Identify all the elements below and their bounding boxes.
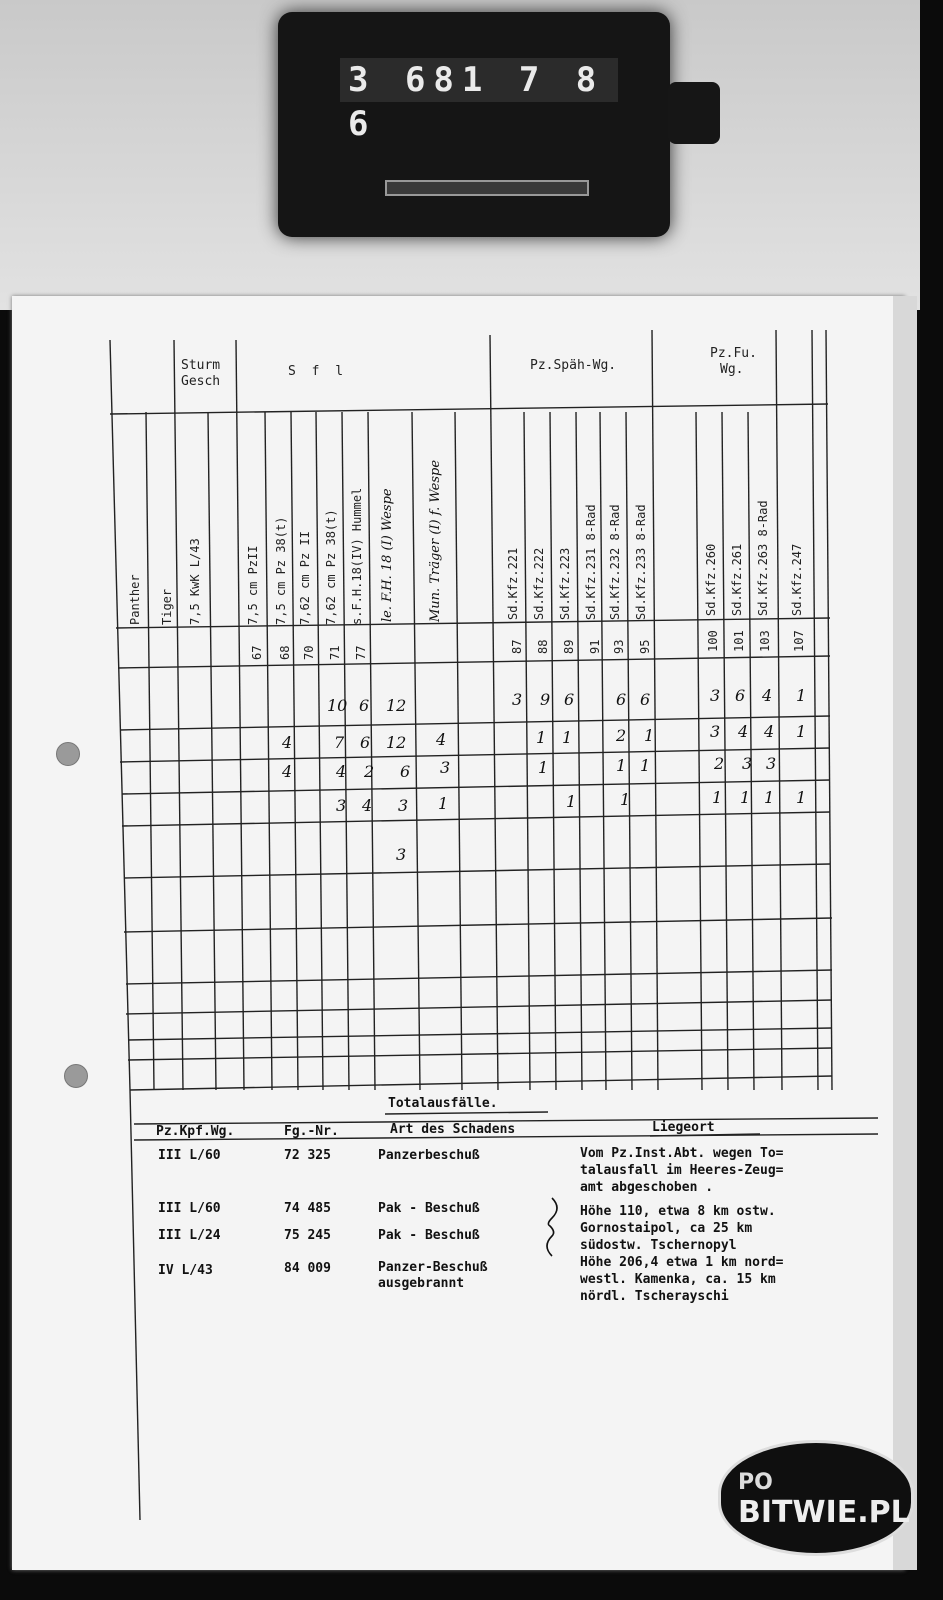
- hand-entry: 3: [710, 686, 721, 705]
- column-number: 89: [562, 639, 576, 654]
- group-header-funk-line2: Wg.: [720, 362, 744, 377]
- totals-header: Art des Schadens: [390, 1122, 516, 1137]
- group-header-funk-line1: Pz.Fu.: [710, 346, 757, 361]
- hand-entry: 1: [620, 790, 631, 809]
- column-number: 70: [302, 645, 316, 660]
- hand-entry: 1: [562, 728, 573, 747]
- totals-title: Totalausfälle.: [388, 1096, 498, 1111]
- column-label: 7,62 cm Pz 38(t): [324, 509, 338, 625]
- column-label: 7,5 cm PzII: [246, 545, 260, 625]
- group-header-sturm-line2: Gesch: [181, 374, 221, 389]
- hand-entry: 4: [762, 686, 773, 705]
- group-header-spaeh: Pz.Späh-Wg.: [530, 358, 617, 373]
- column-label: Sd.Kfz.260: [704, 543, 718, 616]
- hand-entry: 3: [398, 796, 409, 815]
- hand-entry: 4: [362, 796, 373, 815]
- totals-row-damage: ausgebrannt: [378, 1276, 465, 1291]
- totals-row-place: talausfall im Heeres-Zeug=: [580, 1163, 784, 1178]
- hand-entry: 4: [282, 762, 293, 781]
- totals-row-damage: Panzer-Beschuß: [378, 1260, 488, 1275]
- column-number: 68: [278, 645, 292, 660]
- hand-entry: 9: [540, 690, 551, 709]
- hand-entry: 3: [766, 754, 777, 773]
- hand-entry: 3: [440, 758, 451, 777]
- hand-entry: 3: [512, 690, 523, 709]
- column-number: 77: [354, 645, 368, 660]
- hand-entry: 12: [386, 733, 407, 752]
- totals-row-place: nördl. Tscherayschi: [580, 1289, 729, 1304]
- column-number: 88: [536, 639, 550, 654]
- hand-entry: 4: [436, 730, 447, 749]
- hand-entry: 1: [796, 686, 807, 705]
- totals-row-place: amt abgeschoben .: [580, 1180, 714, 1195]
- hand-entry: 6: [735, 686, 746, 705]
- totals-row-place: südostw. Tschernopyl: [580, 1238, 737, 1253]
- hand-entry: 1: [764, 788, 775, 807]
- column-number: 91: [588, 639, 602, 654]
- hand-entry: 4: [738, 722, 749, 741]
- hand-entry: 6: [400, 762, 411, 781]
- column-label: 7,5 KwK L/43: [188, 538, 202, 625]
- totals-row-place: westl. Kamenka, ca. 15 km: [580, 1272, 776, 1287]
- hand-entry: 6: [360, 733, 371, 752]
- column-number: 107: [792, 630, 806, 652]
- column-number: 101: [732, 630, 746, 652]
- totals-row-type: III L/24: [158, 1228, 221, 1243]
- column-label: Panther: [128, 574, 142, 625]
- group-header-sturm-line1: Sturm: [181, 358, 221, 373]
- totals-header: Liegeort: [652, 1120, 715, 1135]
- totals-row-type: III L/60: [158, 1148, 221, 1163]
- totals-row-nr: 72 325: [284, 1148, 331, 1163]
- column-label-handwritten: Mun. Träger (I) f. Wespe: [428, 459, 443, 622]
- column-label: Tiger: [160, 588, 174, 625]
- watermark-text: PO: [738, 1470, 773, 1495]
- hand-entry: 3: [742, 754, 753, 773]
- hand-entry: 1: [538, 758, 549, 777]
- totals-row-place: Vom Pz.Inst.Abt. wegen To=: [580, 1146, 784, 1161]
- hand-entry: 6: [359, 696, 370, 715]
- totals-row-place: Höhe 110, etwa 8 km ostw.: [580, 1204, 776, 1219]
- hand-entry: 1: [740, 788, 751, 807]
- column-label: Sd.Kfz.247: [790, 543, 804, 616]
- column-label: Sd.Kfz.231 8-Rad: [584, 504, 598, 620]
- totals-row-damage: Pak - Beschuß: [378, 1228, 480, 1243]
- hand-entry: 4: [764, 722, 775, 741]
- hand-entry: 3: [710, 722, 721, 741]
- hand-entry: 1: [640, 756, 651, 775]
- totals-row-damage: Panzerbeschuß: [378, 1148, 480, 1163]
- hand-entry: 1: [644, 726, 655, 745]
- totals-row-place: Höhe 206,4 etwa 1 km nord=: [580, 1255, 784, 1270]
- totals-header: Fg.-Nr.: [284, 1124, 339, 1139]
- totals-row-nr: 74 485: [284, 1201, 331, 1216]
- column-label: Sd.Kfz.222: [532, 547, 546, 620]
- column-number: 100: [706, 630, 720, 652]
- hand-entry: 7: [334, 733, 345, 752]
- column-label: 7,5 cm Pz 38(t): [274, 516, 288, 625]
- totals-header: Pz.Kpf.Wg.: [156, 1124, 235, 1139]
- hand-entry: 1: [712, 788, 723, 807]
- column-label: s.F.H.18(IV) Hummel: [350, 487, 364, 625]
- totals-row-nr: 75 245: [284, 1228, 331, 1243]
- totals-row-type: IV L/43: [158, 1263, 213, 1278]
- hand-entry: 3: [396, 845, 407, 864]
- hand-entry: 1: [536, 728, 547, 747]
- column-number: 71: [328, 645, 342, 660]
- counter-digits: 3 681 7 8 6: [340, 58, 618, 102]
- totals-row-nr: 84 009: [284, 1261, 331, 1276]
- column-number: 103: [758, 630, 772, 652]
- totals-row-damage: Pak - Beschuß: [378, 1201, 480, 1216]
- hand-entry: 4: [336, 762, 347, 781]
- column-label-handwritten: le. F.H. 18 (I) Wespe: [380, 488, 395, 622]
- hand-entry: 4: [282, 733, 293, 752]
- totals-row-place: Gornostaipol, ca 25 km: [580, 1221, 753, 1236]
- column-number: 93: [612, 639, 626, 654]
- hand-entry: 6: [640, 690, 651, 709]
- hand-entry: 2: [616, 726, 627, 745]
- column-number: 95: [638, 639, 652, 654]
- hand-entry: 1: [438, 794, 449, 813]
- hand-entry: 6: [564, 690, 575, 709]
- column-number: 87: [510, 639, 524, 654]
- hand-entry: 10: [327, 696, 348, 715]
- hand-entry: 2: [714, 754, 725, 773]
- column-label: Sd.Kfz.232 8-Rad: [608, 504, 622, 620]
- column-label: Sd.Kfz.233 8-Rad: [634, 504, 648, 620]
- column-number: 67: [250, 645, 264, 660]
- hand-entry: 6: [616, 690, 627, 709]
- column-label: Sd.Kfz.221: [506, 547, 520, 620]
- column-label: Sd.Kfz.223: [558, 547, 572, 620]
- column-label: Sd.Kfz.261: [730, 543, 744, 616]
- hand-entry: 12: [386, 696, 407, 715]
- hand-entry: 1: [616, 756, 627, 775]
- hand-entry: 1: [566, 792, 577, 811]
- totals-row-type: III L/60: [158, 1201, 221, 1216]
- group-header-sfl: S f l: [288, 364, 348, 379]
- column-label: 7,62 cm Pz II: [298, 531, 312, 625]
- column-label: Sd.Kfz.263 8-Rad: [756, 500, 770, 616]
- watermark-text: BITWIE.PL: [738, 1495, 910, 1530]
- hand-entry: 3: [336, 796, 347, 815]
- hand-entry: 1: [796, 788, 807, 807]
- hand-entry: 2: [364, 762, 375, 781]
- hand-entry: 1: [796, 722, 807, 741]
